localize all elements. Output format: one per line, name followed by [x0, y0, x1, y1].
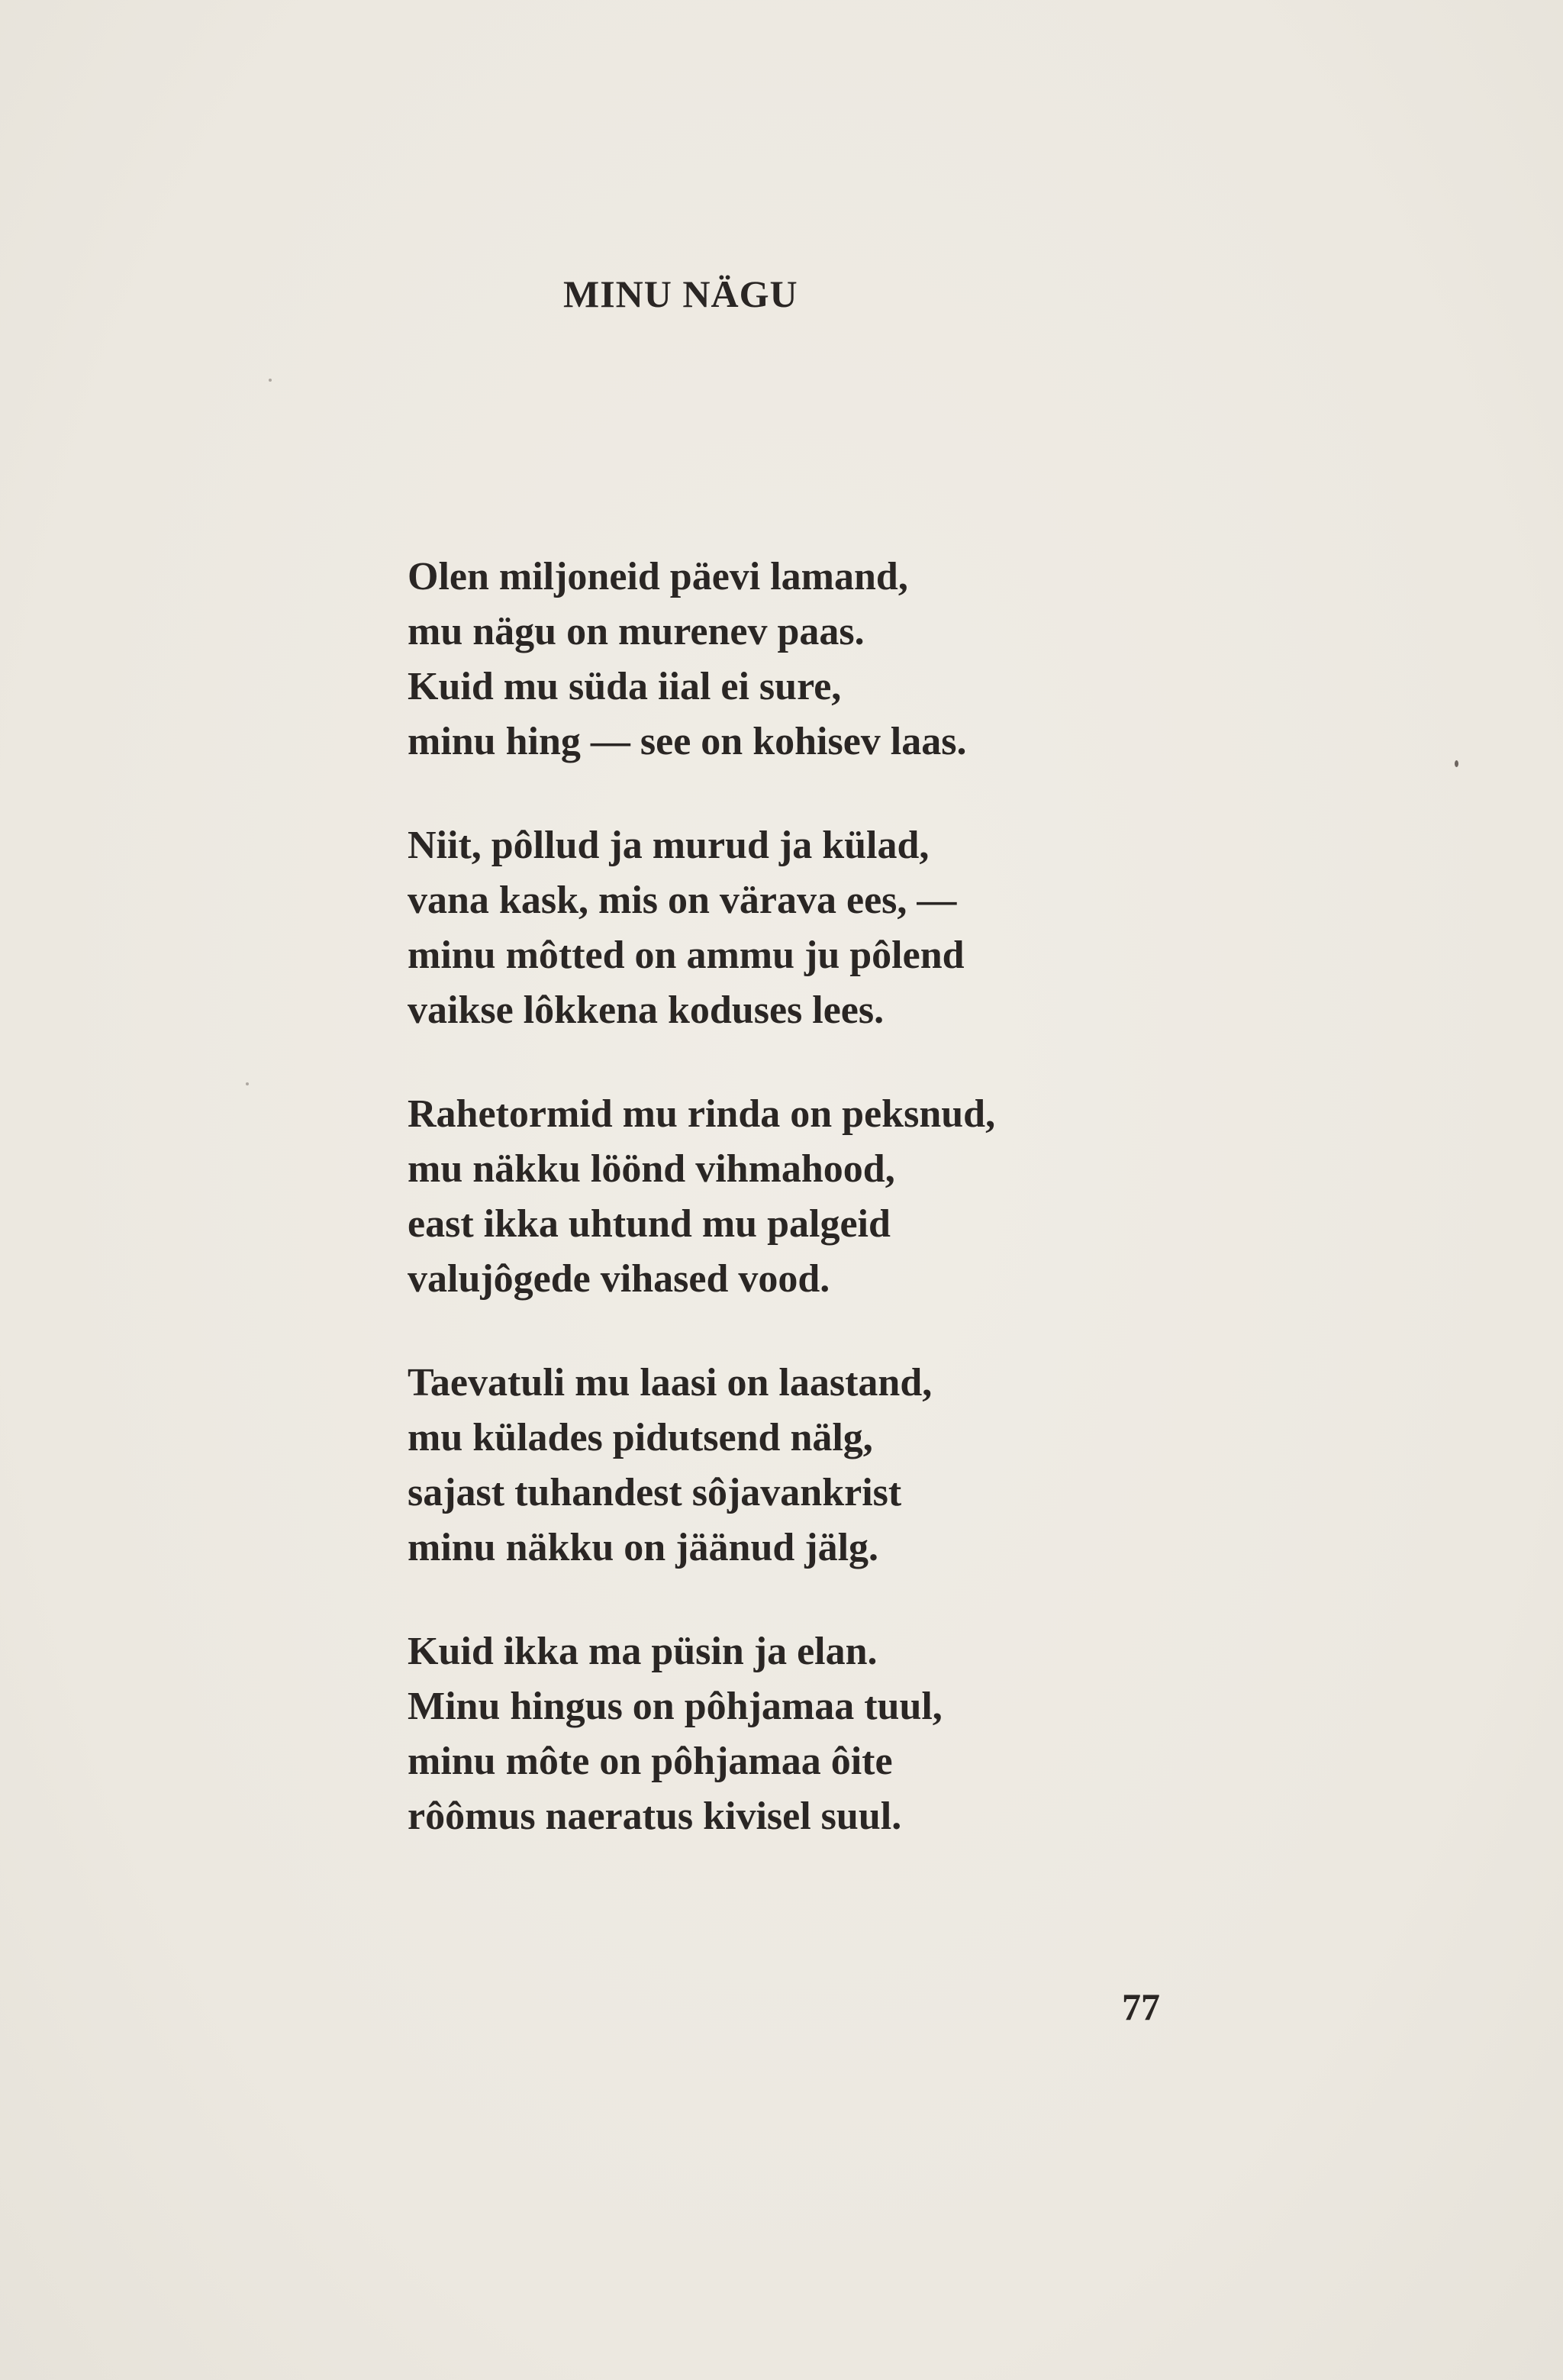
poem-line: minu hing — see on kohisev laas.	[408, 720, 967, 763]
poem-line: Niit, pôllud ja murud ja külad,	[408, 824, 930, 867]
poem-line: Kuid mu süda iial ei sure,	[408, 665, 842, 708]
poem-line: minu môte on pôhjamaa ôite	[408, 1740, 893, 1783]
poem-line: vaikse lôkkena koduses lees.	[408, 988, 885, 1032]
poem-title: MINU NÄGU	[563, 273, 798, 315]
stanza-4	[408, 1356, 1171, 1575]
poem-line: vana kask, mis on värava ees, —	[408, 879, 957, 922]
paper-speck	[269, 379, 272, 382]
poem-line: east ikka uhtund mu palgeid	[408, 1202, 891, 1246]
paper-speck	[246, 1082, 249, 1085]
poem-line: rôômus naeratus kivisel suul.	[408, 1795, 902, 1838]
poem-line: sajast tuhandest sôjavankrist	[408, 1471, 902, 1514]
stanza-1	[408, 550, 1171, 769]
poem-line: minu näkku on jäänud jälg.	[408, 1526, 879, 1569]
poem-line: valujôgede vihased vood.	[408, 1257, 830, 1301]
page-number: 77	[1122, 1985, 1160, 2028]
stanza-3	[408, 1087, 1171, 1307]
poem-body	[408, 550, 1171, 1893]
poem-line: minu môtted on ammu ju pôlend	[408, 934, 965, 977]
poem-line: Taevatuli mu laasi on laastand,	[408, 1361, 933, 1404]
poem-line: Olen miljoneid päevi lamand,	[408, 555, 908, 598]
poem-line: mu nägu on murenev paas.	[408, 610, 865, 653]
stanza-2	[408, 818, 1171, 1038]
poem-line: mu külades pidutsend nälg,	[408, 1416, 873, 1459]
paper-speck	[1455, 760, 1458, 767]
poem-line: Minu hingus on pôhjamaa tuul,	[408, 1685, 943, 1728]
poem-line: mu näkku löönd vihmahood,	[408, 1147, 895, 1191]
poem-line: Kuid ikka ma püsin ja elan.	[408, 1630, 878, 1673]
poem-line: Rahetormid mu rinda on peksnud,	[408, 1092, 996, 1136]
stanza-5	[408, 1624, 1171, 1844]
